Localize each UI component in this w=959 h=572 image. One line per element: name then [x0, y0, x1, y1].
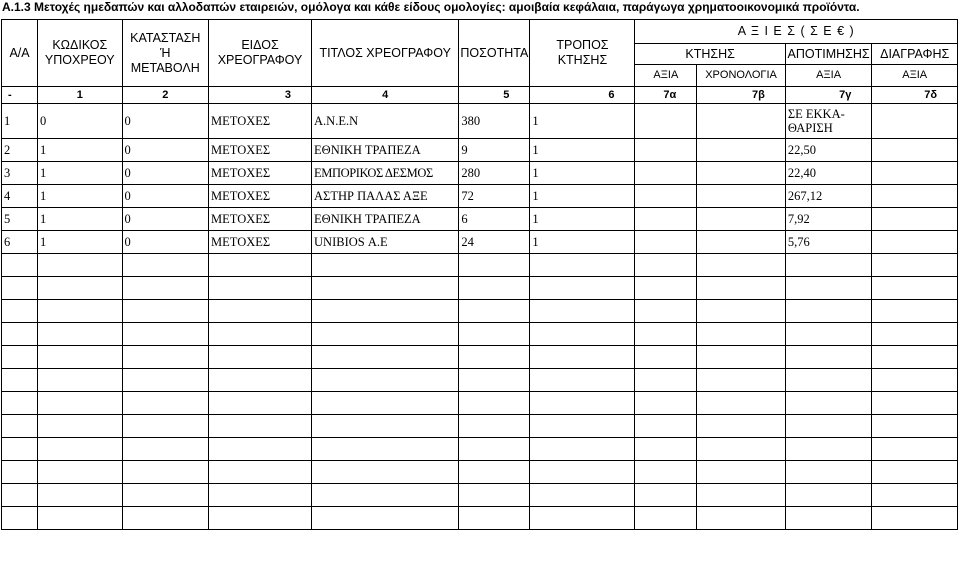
column-number-row	[2, 87, 958, 104]
header-title: ΤΙΤΛΟΣ ΧΡΕΟΓΡΑΦΟΥ	[312, 20, 459, 87]
empty-row	[2, 254, 958, 277]
cell-acq-date	[697, 231, 786, 254]
cell-aa: 3	[2, 162, 38, 185]
cell-code: 1	[38, 208, 122, 231]
cell-title: Α.Ν.Ε.Ν	[312, 104, 459, 139]
header-code: ΚΩΔΙΚΟΣ ΥΠΟΧΡΕΟΥ	[38, 20, 122, 87]
cell-acq-value	[635, 208, 697, 231]
cell-code: 1	[38, 185, 122, 208]
empty-row	[2, 323, 958, 346]
cell-code: 1	[38, 231, 122, 254]
column-number: 7γ	[785, 87, 872, 104]
cell-title: ΕΜΠΟΡΙΚΟΣ ΔΕΣΜΟΣ	[312, 162, 459, 185]
header-acq-value: ΑΞΙΑ	[635, 65, 697, 87]
cell-status: 0	[122, 162, 209, 185]
cell-type: ΜΕΤΟΧΕΣ	[209, 231, 312, 254]
column-number: 6	[530, 87, 635, 104]
empty-row	[2, 461, 958, 484]
cell-type: ΜΕΤΟΧΕΣ	[209, 162, 312, 185]
cell-title: ΑΣΤΗΡ ΠΑΛΑΣ ΑΞΕ	[312, 185, 459, 208]
cell-method: 1	[530, 185, 635, 208]
column-number: 4	[312, 87, 459, 104]
cell-type: ΜΕΤΟΧΕΣ	[209, 139, 312, 162]
cell-acq-value	[635, 104, 697, 139]
cell-title: UNIBIOS Α.Ε	[312, 231, 459, 254]
cell-quantity: 24	[459, 231, 530, 254]
cell-acq-value	[635, 139, 697, 162]
cell-code: 0	[38, 104, 122, 139]
cell-method: 1	[530, 104, 635, 139]
cell-acq-date	[697, 185, 786, 208]
header-valuation: ΑΠΟΤΙΜΗΣΗΣ	[785, 44, 872, 65]
cell-quantity: 6	[459, 208, 530, 231]
header-status-line1: ΚΑΤΑΣΤΑΣΗ	[130, 30, 201, 45]
cell-acq-date	[697, 208, 786, 231]
column-number: 2	[122, 87, 209, 104]
cell-method: 1	[530, 208, 635, 231]
cell-disposal	[872, 139, 958, 162]
cell-disposal	[872, 104, 958, 139]
cell-acq-date	[697, 139, 786, 162]
empty-row	[2, 415, 958, 438]
table-row	[2, 208, 958, 231]
column-number: -	[2, 87, 38, 104]
cell-quantity: 380	[459, 104, 530, 139]
cell-valuation: 5,76	[785, 231, 872, 254]
cell-code: 1	[38, 139, 122, 162]
cell-status: 0	[122, 185, 209, 208]
header-status	[122, 20, 209, 87]
cell-valuation: 7,92	[785, 208, 872, 231]
table-row	[2, 185, 958, 208]
column-number: 7δ	[872, 87, 958, 104]
header-disposal-value: ΑΞΙΑ	[872, 65, 958, 87]
column-number: 1	[38, 87, 122, 104]
header-status-line3: ΜΕΤΑΒΟΛΗ	[130, 60, 200, 75]
cell-status: 0	[122, 139, 209, 162]
cell-valuation: 22,50	[785, 139, 872, 162]
cell-disposal	[872, 162, 958, 185]
cell-status: 0	[122, 104, 209, 139]
cell-valuation: 267,12	[785, 185, 872, 208]
cell-method: 1	[530, 231, 635, 254]
cell-acq-value	[635, 185, 697, 208]
empty-row	[2, 346, 958, 369]
cell-method: 1	[530, 162, 635, 185]
cell-status: 0	[122, 208, 209, 231]
cell-aa: 4	[2, 185, 38, 208]
table-row	[2, 231, 958, 254]
cell-method: 1	[530, 139, 635, 162]
empty-row	[2, 484, 958, 507]
header-disposal: ΔΙΑΓΡΑΦΗΣ	[872, 44, 958, 65]
cell-quantity: 72	[459, 185, 530, 208]
header-type: ΕΙΔΟΣ ΧΡΕΟΓΡΑΦΟΥ	[209, 20, 312, 87]
cell-status: 0	[122, 231, 209, 254]
cell-acq-value	[635, 231, 697, 254]
empty-row	[2, 507, 958, 530]
header-acquisition: ΚΤΗΣΗΣ	[635, 44, 785, 65]
cell-title: ΕΘΝΙΚΗ ΤΡΑΠΕΖΑ	[312, 139, 459, 162]
column-number: 3	[209, 87, 312, 104]
cell-disposal	[872, 208, 958, 231]
cell-quantity: 280	[459, 162, 530, 185]
empty-row	[2, 300, 958, 323]
table-row	[2, 162, 958, 185]
column-number: 7α	[635, 87, 697, 104]
cell-aa: 2	[2, 139, 38, 162]
cell-type: ΜΕΤΟΧΕΣ	[209, 185, 312, 208]
cell-quantity: 9	[459, 139, 530, 162]
header-acq-chronology: ΧΡΟΝΟΛΟΓΙΑ	[697, 65, 786, 87]
empty-row	[2, 438, 958, 461]
cell-acq-value	[635, 162, 697, 185]
column-number: 7β	[697, 87, 786, 104]
cell-type: ΜΕΤΟΧΕΣ	[209, 208, 312, 231]
cell-acq-date	[697, 162, 786, 185]
cell-valuation: ΣΕ ΕΚΚΑ-ΘΑΡΙΣΗ	[785, 104, 872, 139]
header-acquisition-method: ΤΡΟΠΟΣ ΚΤΗΣΗΣ	[530, 20, 635, 87]
cell-disposal	[872, 231, 958, 254]
cell-aa: 1	[2, 104, 38, 139]
cell-valuation: 22,40	[785, 162, 872, 185]
page-title: Α.1.3 Μετοχές ημεδαπών και αλλοδαπών εταιρειών, ομόλογα και κάθε είδους ομολογίες: αμοιβαία κεφάλαια, παράγωγα χρηματοοικονομικά προϊόντα.	[2, 0, 860, 14]
cell-acq-date	[697, 104, 786, 139]
holdings-table	[1, 19, 958, 530]
cell-disposal	[872, 185, 958, 208]
header-valuation-value: ΑΞΙΑ	[785, 65, 872, 87]
header-values-group: Α Ξ Ι Ε Σ ( Σ Ε € )	[635, 20, 958, 44]
empty-row	[2, 277, 958, 300]
header-aa: Α/Α	[2, 20, 38, 87]
header-quantity: ΠΟΣΟΤΗΤΑ	[459, 20, 530, 87]
column-number: 5	[459, 87, 530, 104]
table-row	[2, 139, 958, 162]
cell-aa: 6	[2, 231, 38, 254]
cell-aa: 5	[2, 208, 38, 231]
cell-title: ΕΘΝΙΚΗ ΤΡΑΠΕΖΑ	[312, 208, 459, 231]
empty-row	[2, 392, 958, 415]
empty-row	[2, 369, 958, 392]
header-status-line2: Ή	[160, 45, 171, 60]
table-row	[2, 104, 958, 139]
cell-type: ΜΕΤΟΧΕΣ	[209, 104, 312, 139]
cell-code: 1	[38, 162, 122, 185]
